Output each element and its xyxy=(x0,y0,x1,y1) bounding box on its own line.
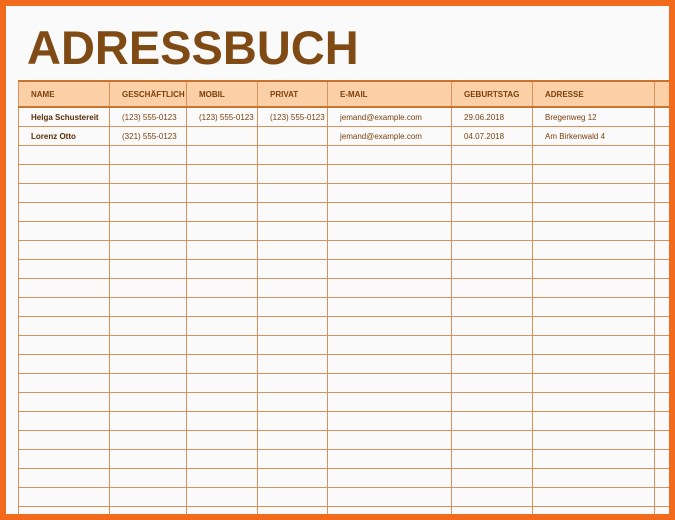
cell-mobile[interactable] xyxy=(187,146,258,165)
cell-address[interactable] xyxy=(533,279,655,298)
cell-extra[interactable] xyxy=(655,450,670,469)
cell-business[interactable] xyxy=(110,203,187,222)
table-row xyxy=(19,107,670,127)
cell-extra[interactable] xyxy=(655,507,670,515)
cell-birthday[interactable] xyxy=(452,374,533,393)
cell-address[interactable]: Bregenweg 12 xyxy=(533,107,655,127)
cell-business[interactable] xyxy=(110,260,187,279)
table-row-empty xyxy=(19,336,670,355)
table-row-empty xyxy=(19,355,670,374)
cell-private[interactable] xyxy=(258,241,328,260)
cell-name[interactable]: Helga Schustereit xyxy=(19,107,110,127)
cell-email[interactable] xyxy=(328,507,452,515)
cell-address[interactable] xyxy=(533,469,655,488)
table-row-empty xyxy=(19,146,670,165)
cell-address[interactable] xyxy=(533,412,655,431)
cell-birthday[interactable] xyxy=(452,431,533,450)
cell-mobile[interactable] xyxy=(187,336,258,355)
cell-name[interactable] xyxy=(19,203,110,222)
cell-birthday[interactable] xyxy=(452,488,533,507)
cell-name[interactable]: Lorenz Otto xyxy=(19,127,110,146)
cell-name[interactable] xyxy=(19,184,110,203)
cell-extra[interactable] xyxy=(655,488,670,507)
cell-address[interactable] xyxy=(533,450,655,469)
table-row-empty xyxy=(19,241,670,260)
column-header-email[interactable]: E-MAIL xyxy=(328,81,452,107)
cell-private[interactable] xyxy=(258,298,328,317)
cell-birthday[interactable] xyxy=(452,336,533,355)
address-table xyxy=(18,80,669,514)
cell-email[interactable] xyxy=(328,184,452,203)
page-title: ADRESSBUCH xyxy=(27,21,359,74)
cell-business[interactable] xyxy=(110,393,187,412)
cell-address[interactable] xyxy=(533,488,655,507)
cell-private[interactable] xyxy=(258,374,328,393)
cell-private[interactable] xyxy=(258,355,328,374)
cell-private[interactable] xyxy=(258,469,328,488)
table-row-empty xyxy=(19,317,670,336)
cell-private[interactable] xyxy=(258,146,328,165)
table-row-empty xyxy=(19,260,670,279)
column-header-name[interactable]: NAME xyxy=(19,81,110,107)
table-row-empty xyxy=(19,165,670,184)
table-row-empty xyxy=(19,507,670,515)
cell-mobile[interactable] xyxy=(187,279,258,298)
cell-mobile[interactable] xyxy=(187,222,258,241)
cell-mobile[interactable] xyxy=(187,165,258,184)
table-row-empty xyxy=(19,450,670,469)
cell-mobile[interactable] xyxy=(187,127,258,146)
cell-business[interactable] xyxy=(110,412,187,431)
cell-birthday[interactable]: 04.07.2018 xyxy=(452,127,533,146)
cell-extra[interactable] xyxy=(655,412,670,431)
cell-email[interactable]: jemand@example.com xyxy=(328,107,452,127)
cell-extra[interactable] xyxy=(655,469,670,488)
cell-name[interactable] xyxy=(19,412,110,431)
cell-name[interactable] xyxy=(19,355,110,374)
cell-name[interactable] xyxy=(19,393,110,412)
cell-name[interactable] xyxy=(19,336,110,355)
cell-email[interactable] xyxy=(328,336,452,355)
cell-business[interactable] xyxy=(110,431,187,450)
cell-mobile[interactable] xyxy=(187,203,258,222)
cell-extra[interactable] xyxy=(655,317,670,336)
cell-name[interactable] xyxy=(19,146,110,165)
cell-mobile[interactable] xyxy=(187,184,258,203)
cell-email[interactable] xyxy=(328,260,452,279)
cell-business[interactable] xyxy=(110,507,187,515)
cell-extra[interactable] xyxy=(655,279,670,298)
cell-name[interactable] xyxy=(19,298,110,317)
table-row-empty xyxy=(19,412,670,431)
cell-business[interactable]: (123) 555-0123 xyxy=(110,107,187,127)
cell-address[interactable] xyxy=(533,184,655,203)
cell-private[interactable] xyxy=(258,393,328,412)
cell-mobile[interactable] xyxy=(187,260,258,279)
cell-birthday[interactable] xyxy=(452,317,533,336)
cell-email[interactable] xyxy=(328,165,452,184)
cell-extra[interactable] xyxy=(655,127,670,146)
cell-address[interactable] xyxy=(533,260,655,279)
cell-private[interactable] xyxy=(258,222,328,241)
column-header-business[interactable]: GESCHÄFTLICH xyxy=(110,81,187,107)
cell-business[interactable] xyxy=(110,241,187,260)
cell-address[interactable] xyxy=(533,241,655,260)
cell-extra[interactable] xyxy=(655,184,670,203)
cell-name[interactable] xyxy=(19,374,110,393)
cell-address[interactable] xyxy=(533,374,655,393)
cell-mobile[interactable] xyxy=(187,469,258,488)
column-header-extra xyxy=(655,81,670,107)
cell-extra[interactable] xyxy=(655,165,670,184)
cell-private[interactable] xyxy=(258,279,328,298)
cell-business[interactable] xyxy=(110,146,187,165)
cell-private[interactable] xyxy=(258,412,328,431)
cell-private[interactable]: (123) 555-0123 xyxy=(258,107,328,127)
cell-business[interactable]: (321) 555-0123 xyxy=(110,127,187,146)
cell-name[interactable] xyxy=(19,488,110,507)
cell-email[interactable] xyxy=(328,469,452,488)
cell-birthday[interactable] xyxy=(452,507,533,515)
cell-business[interactable] xyxy=(110,450,187,469)
cell-address[interactable]: Am Birkenwald 4 xyxy=(533,127,655,146)
cell-business[interactable] xyxy=(110,317,187,336)
cell-extra[interactable] xyxy=(655,336,670,355)
cell-mobile[interactable] xyxy=(187,355,258,374)
table-row-empty xyxy=(19,298,670,317)
table-header-row xyxy=(19,81,670,107)
cell-name[interactable] xyxy=(19,279,110,298)
cell-name[interactable] xyxy=(19,507,110,515)
cell-birthday[interactable] xyxy=(452,184,533,203)
cell-name[interactable] xyxy=(19,431,110,450)
cell-address[interactable] xyxy=(533,317,655,336)
cell-private[interactable] xyxy=(258,450,328,469)
cell-business[interactable] xyxy=(110,165,187,184)
cell-business[interactable] xyxy=(110,488,187,507)
cell-private[interactable] xyxy=(258,488,328,507)
cell-private[interactable] xyxy=(258,127,328,146)
cell-mobile[interactable] xyxy=(187,431,258,450)
cell-email[interactable] xyxy=(328,393,452,412)
cell-private[interactable] xyxy=(258,336,328,355)
cell-address[interactable] xyxy=(533,336,655,355)
cell-birthday[interactable] xyxy=(452,279,533,298)
column-header-address[interactable]: ADRESSE xyxy=(533,81,655,107)
cell-extra[interactable] xyxy=(655,374,670,393)
cell-mobile[interactable] xyxy=(187,393,258,412)
cell-birthday[interactable] xyxy=(452,355,533,374)
table-row-empty xyxy=(19,488,670,507)
table-row-empty xyxy=(19,431,670,450)
cell-business[interactable] xyxy=(110,298,187,317)
cell-extra[interactable] xyxy=(655,431,670,450)
cell-birthday[interactable] xyxy=(452,146,533,165)
cell-mobile[interactable] xyxy=(187,298,258,317)
cell-birthday[interactable] xyxy=(452,165,533,184)
cell-private[interactable] xyxy=(258,184,328,203)
cell-birthday[interactable]: 29.06.2018 xyxy=(452,107,533,127)
cell-email[interactable] xyxy=(328,222,452,241)
column-header-birthday[interactable]: GEBURTSTAG xyxy=(452,81,533,107)
cell-address[interactable] xyxy=(533,507,655,515)
cell-private[interactable] xyxy=(258,507,328,515)
cell-email[interactable]: jemand@example.com xyxy=(328,127,452,146)
cell-private[interactable] xyxy=(258,317,328,336)
column-header-private[interactable]: PRIVAT xyxy=(258,81,328,107)
cell-mobile[interactable] xyxy=(187,507,258,515)
cell-email[interactable] xyxy=(328,374,452,393)
page xyxy=(6,6,669,514)
cell-extra[interactable] xyxy=(655,222,670,241)
cell-address[interactable] xyxy=(533,222,655,241)
cell-address[interactable] xyxy=(533,146,655,165)
cell-birthday[interactable] xyxy=(452,222,533,241)
cell-email[interactable] xyxy=(328,279,452,298)
cell-extra[interactable] xyxy=(655,146,670,165)
cell-extra[interactable] xyxy=(655,107,670,127)
cell-email[interactable] xyxy=(328,355,452,374)
cell-email[interactable] xyxy=(328,241,452,260)
cell-business[interactable] xyxy=(110,355,187,374)
cell-address[interactable] xyxy=(533,393,655,412)
cell-name[interactable] xyxy=(19,222,110,241)
table-row-empty xyxy=(19,222,670,241)
cell-business[interactable] xyxy=(110,469,187,488)
cell-birthday[interactable] xyxy=(452,298,533,317)
cell-mobile[interactable] xyxy=(187,241,258,260)
cell-extra[interactable] xyxy=(655,298,670,317)
cell-address[interactable] xyxy=(533,431,655,450)
cell-mobile[interactable] xyxy=(187,374,258,393)
cell-address[interactable] xyxy=(533,298,655,317)
cell-email[interactable] xyxy=(328,431,452,450)
cell-business[interactable] xyxy=(110,374,187,393)
cell-birthday[interactable] xyxy=(452,203,533,222)
cell-mobile[interactable] xyxy=(187,317,258,336)
cell-birthday[interactable] xyxy=(452,412,533,431)
cell-business[interactable] xyxy=(110,336,187,355)
table-row-empty xyxy=(19,374,670,393)
cell-business[interactable] xyxy=(110,184,187,203)
table-body xyxy=(19,107,670,514)
cell-email[interactable] xyxy=(328,298,452,317)
cell-private[interactable] xyxy=(258,203,328,222)
cell-birthday[interactable] xyxy=(452,260,533,279)
cell-birthday[interactable] xyxy=(452,241,533,260)
cell-private[interactable] xyxy=(258,431,328,450)
table-row-empty xyxy=(19,393,670,412)
cell-name[interactable] xyxy=(19,165,110,184)
cell-name[interactable] xyxy=(19,260,110,279)
table-row xyxy=(19,127,670,146)
cell-extra[interactable] xyxy=(655,241,670,260)
cell-name[interactable] xyxy=(19,317,110,336)
cell-address[interactable] xyxy=(533,355,655,374)
cell-name[interactable] xyxy=(19,469,110,488)
cell-extra[interactable] xyxy=(655,393,670,412)
cell-extra[interactable] xyxy=(655,260,670,279)
cell-email[interactable] xyxy=(328,146,452,165)
cell-mobile[interactable] xyxy=(187,450,258,469)
cell-birthday[interactable] xyxy=(452,469,533,488)
cell-name[interactable] xyxy=(19,450,110,469)
cell-email[interactable] xyxy=(328,317,452,336)
cell-mobile[interactable] xyxy=(187,488,258,507)
cell-birthday[interactable] xyxy=(452,450,533,469)
table-row-empty xyxy=(19,279,670,298)
cell-address[interactable] xyxy=(533,165,655,184)
cell-email[interactable] xyxy=(328,203,452,222)
cell-mobile[interactable] xyxy=(187,412,258,431)
address-table-container xyxy=(18,80,669,514)
cell-email[interactable] xyxy=(328,488,452,507)
cell-business[interactable] xyxy=(110,222,187,241)
cell-mobile[interactable]: (123) 555-0123 xyxy=(187,107,258,127)
table-row-empty xyxy=(19,203,670,222)
cell-email[interactable] xyxy=(328,450,452,469)
cell-email[interactable] xyxy=(328,412,452,431)
column-header-mobile[interactable]: MOBIL xyxy=(187,81,258,107)
cell-private[interactable] xyxy=(258,165,328,184)
cell-extra[interactable] xyxy=(655,355,670,374)
table-row-empty xyxy=(19,184,670,203)
cell-business[interactable] xyxy=(110,279,187,298)
table-row-empty xyxy=(19,469,670,488)
cell-extra[interactable] xyxy=(655,203,670,222)
cell-name[interactable] xyxy=(19,241,110,260)
cell-birthday[interactable] xyxy=(452,393,533,412)
cell-private[interactable] xyxy=(258,260,328,279)
cell-address[interactable] xyxy=(533,203,655,222)
